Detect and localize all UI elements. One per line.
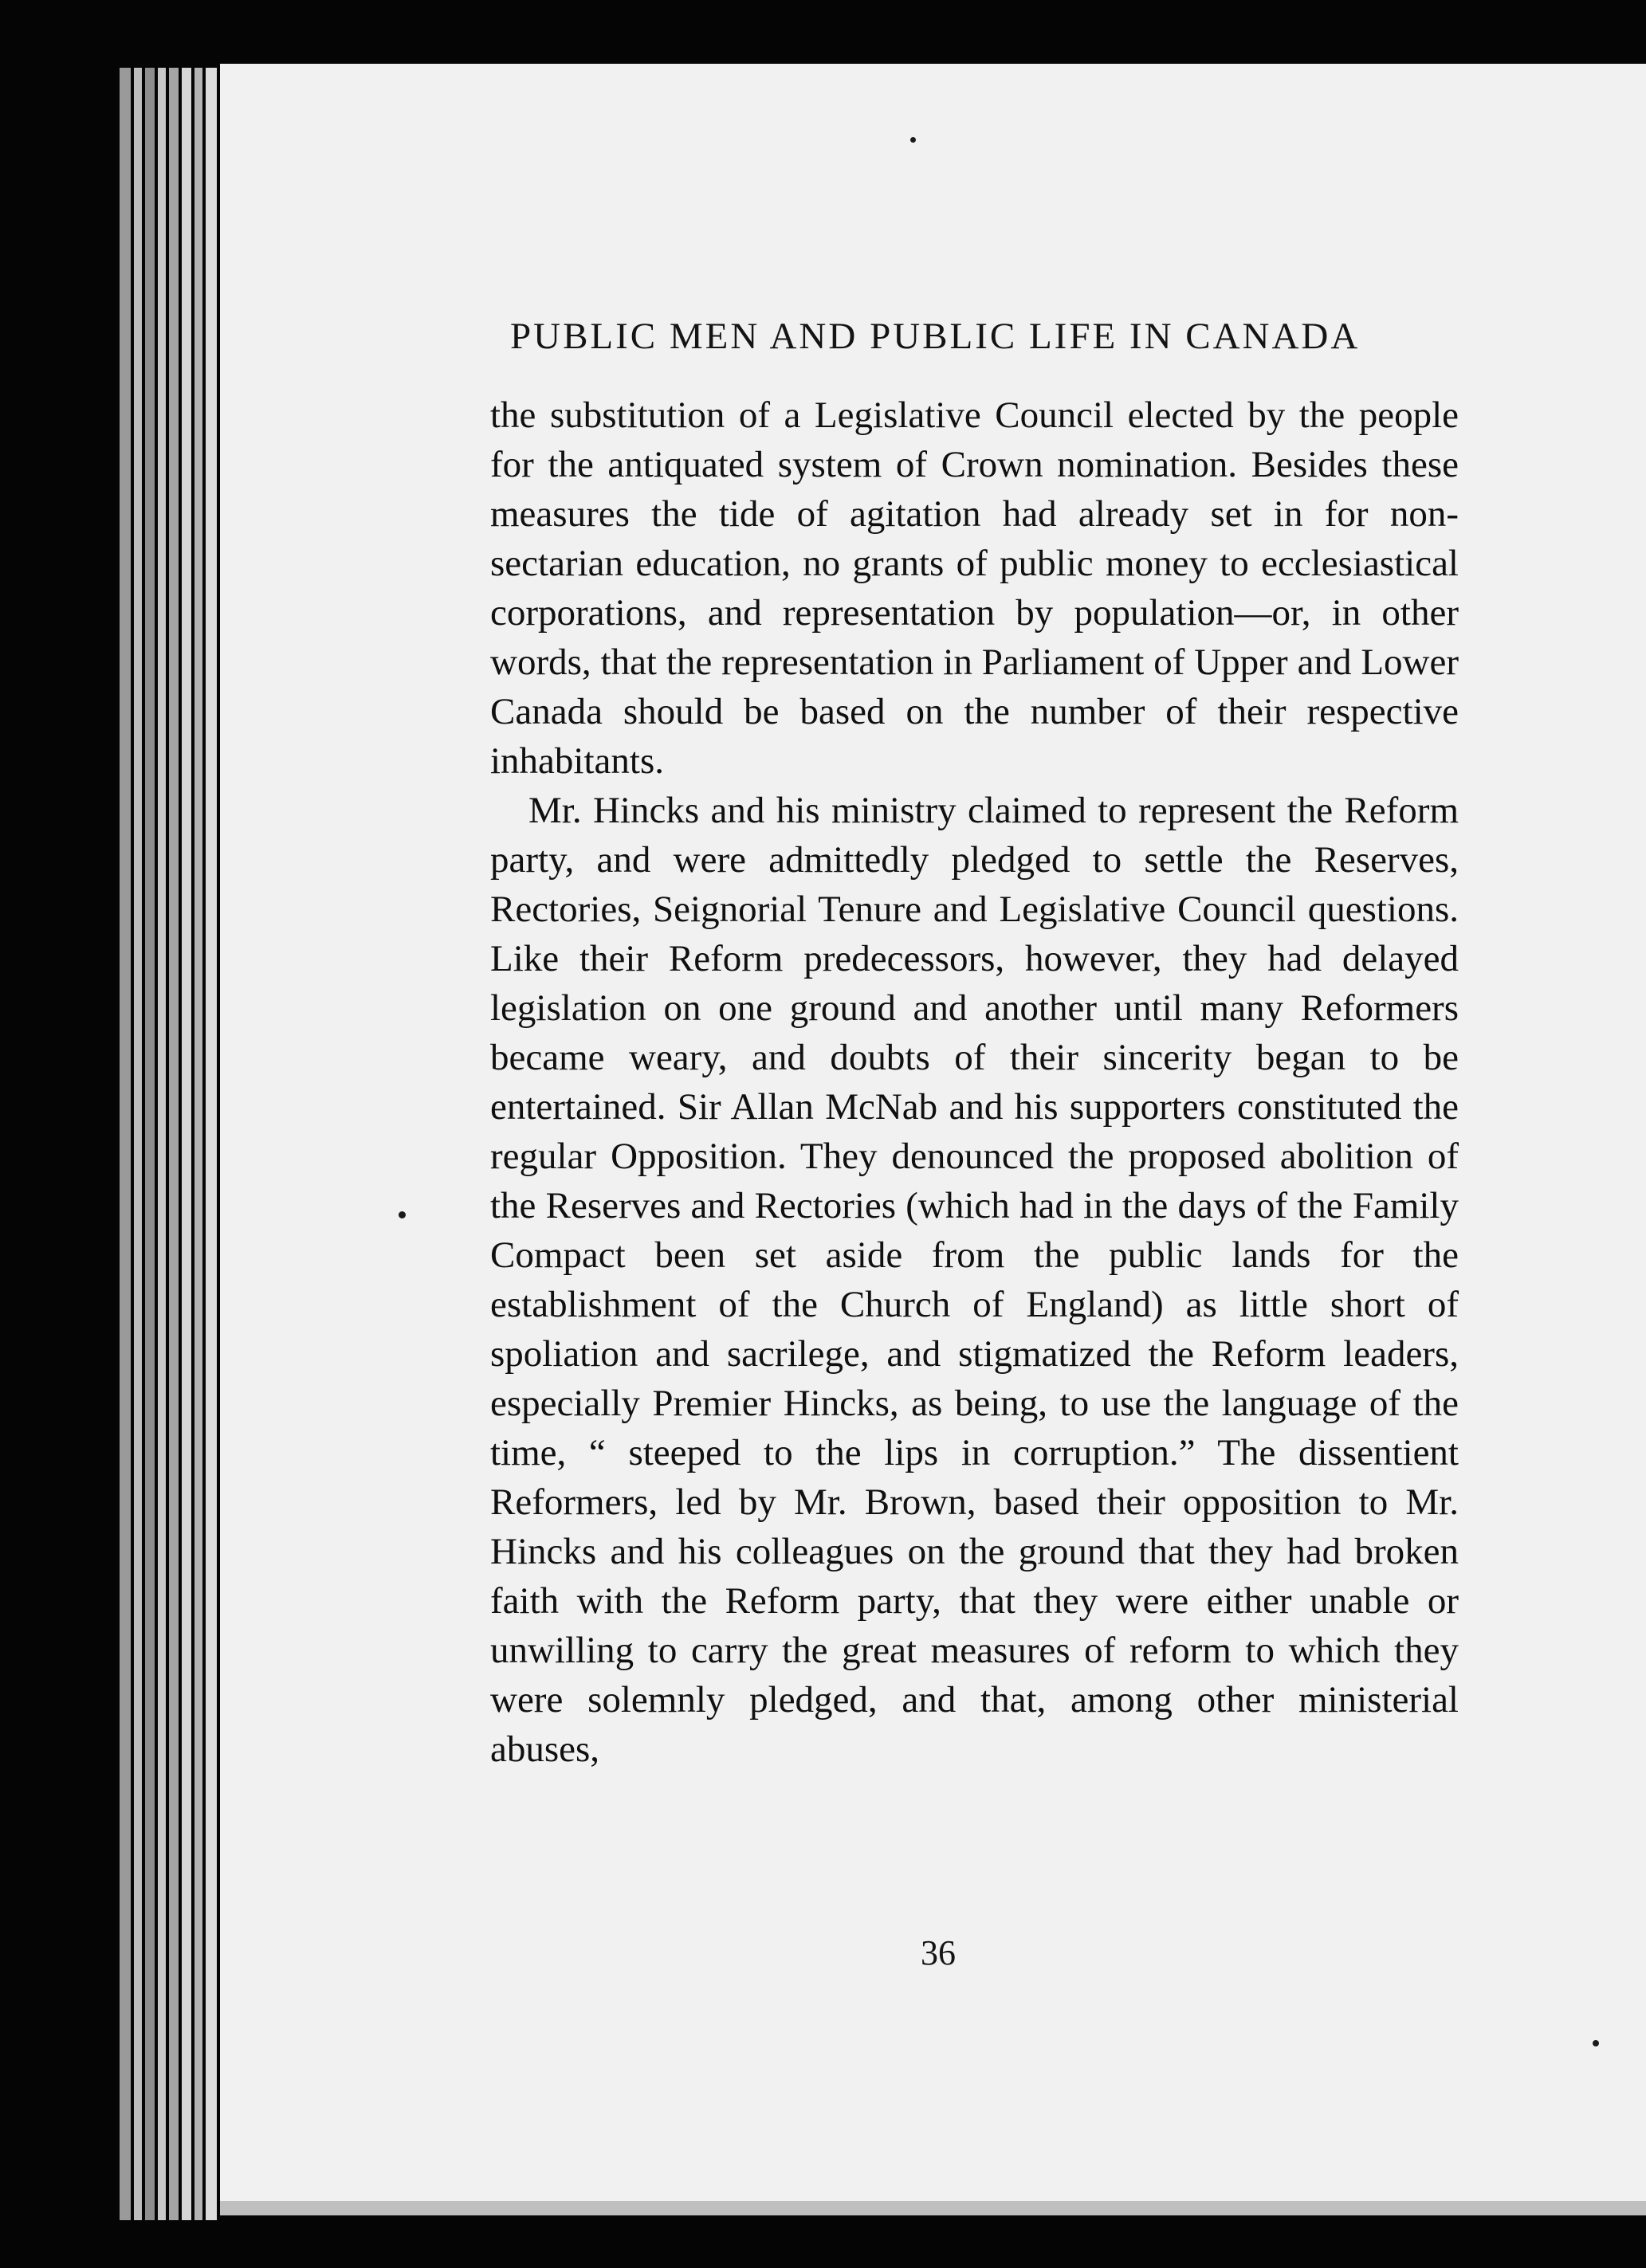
body-text <box>490 390 1459 1774</box>
running-head: PUBLIC MEN AND PUBLIC LIFE IN CANADA <box>510 316 1361 357</box>
ink-speck <box>1593 2040 1599 2046</box>
page-edge <box>120 68 131 2220</box>
ink-speck <box>910 137 916 143</box>
page-edge <box>194 68 202 2220</box>
paragraph: Mr. Hincks and his ministry claimed to represent the Reform party, and were admittedly pledged to settle the Reserves, Rectories, Seignorial Tenure and Legislative Council questions. Like their Reform predecessors, however, they had delayed legislation on one ground and another until many Reformers became weary, and doubts of their sincerity began to be entertained. Sir Allan McNab and his supporters constituted the regular Opposition. They denounced the proposed abolition of the Reserves and Rectories (which had in the days of the Family Compact been set aside from the public lands for the establishment of the Church of England) as little short of spoliation and sacrilege, and stigmatized the Reform leaders, especially Premier Hincks, as being, to use the language of the time, “ steeped to the lips in corruption.” The dissentient Reformers, led by Mr. Brown, based their opposition to Mr. Hincks and his colleagues on the ground that they had broken faith with the Reform party, that they were either unable or unwilling to carry the great measures of reform to which they were solemnly pledged, and that, among other ministerial abuses, <box>490 790 1459 1770</box>
page-edge <box>134 68 142 2220</box>
ink-speck <box>399 1211 406 1218</box>
page-edge <box>206 68 217 2220</box>
page-edge <box>158 68 166 2220</box>
paragraph: the substitution of a Legislative Council elected by the people for the antiquated system of Crown nomination. Besides these measures the tide of agitation had already set in for non-sectarian education, no grants of public money to ecclesiastical corporations, and representation by population—or, in other words, that the representation in Parliament of Upper and Lower Canada should be based on the number of their respective inhabitants. <box>490 394 1459 782</box>
page-edge <box>182 68 191 2220</box>
page-edge <box>145 68 155 2220</box>
page-edge <box>169 68 179 2220</box>
page-number: 36 <box>921 1933 956 1972</box>
